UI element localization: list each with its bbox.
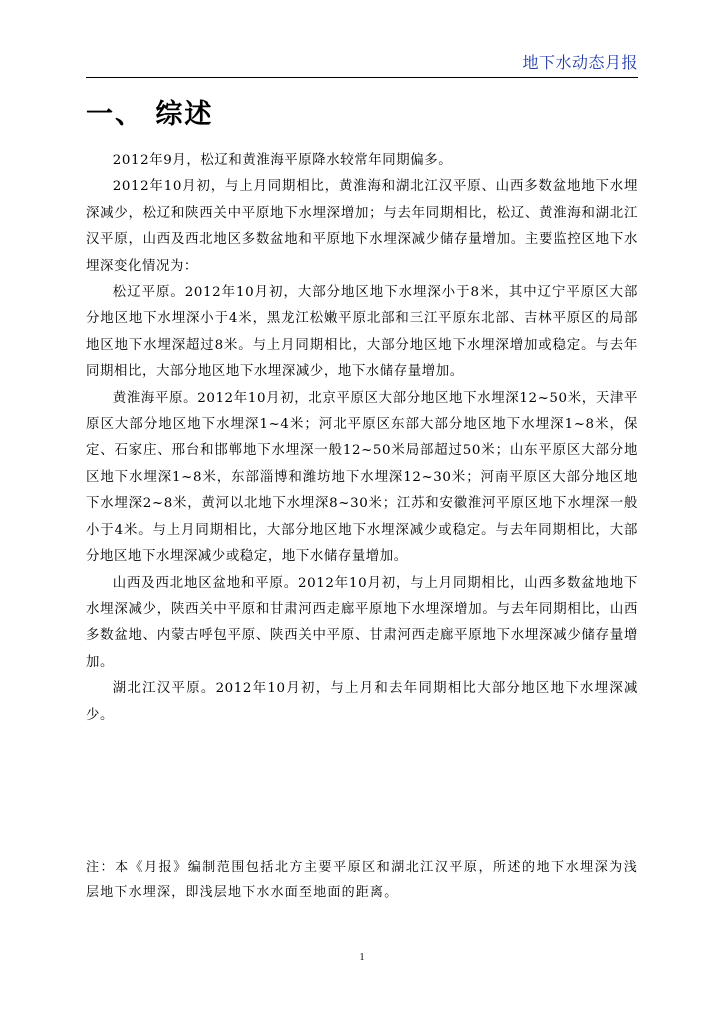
- body-text: [86, 148, 638, 729]
- footnote: 注：本《月报》编制范围包括北方主要平原区和湖北江汉平原，所述的地下水埋深为浅层地下水埋深，即浅层地下水水面至地面的距离。: [86, 860, 638, 900]
- paragraph-songliao: 松辽平原。2012年10月初，大部分地区地下水埋深小于8米，其中辽宁平原区大部分地区地下水埋深小于4米，黑龙江松嫩平原北部和三江平原东北部、吉林平原区的局部地区地下水埋深超过8米。与上月同期相比，大部分地区地下水埋深增加或稳定。与去年同期相比，大部分地区地下水埋深减少，地下水储存量增加。: [86, 285, 638, 380]
- paragraph-shanxi-northwest: 山西及西北地区盆地和平原。2012年10月初，与上月同期相比，山西多数盆地地下水埋深减少，陕西关中平原和甘肃河西走廊平原地下水埋深增加。与去年同期相比，山西多数盆地、内蒙古呼包平原、陕西关中平原、甘肃河西走廊平原地下水埋深减少储存量增加。: [86, 575, 638, 670]
- paragraph-huanghuaihai: 黄淮海平原。2012年10月初，北京平原区大部分地区地下水埋深12~50米，天津平原区大部分地区地下水埋深1~4米；河北平原区东部大部分地区地下水埋深1~8米，保定、石家庄、邢台和邯郸地下水埋深一般12~50米局部超过50米；山东平原区大部分地区地下水埋深1~8米，东部淄博和潍坊地下水埋深12~30米；河南平原区大部分地区地下水埋深2~8米，黄河以北地下水埋深8~30米；江苏和安徽淮河平原区地下水埋深一般小于4米。与上月同期相比，大部分地区地下水埋深减少或稳定。与去年同期相比，大部分地区地下水埋深减少或稳定，地下水储存量增加。: [86, 390, 638, 565]
- paragraph-rainfall: 2012年9月，松辽和黄淮海平原降水较常年同期偏多。: [112, 153, 453, 168]
- page-number: 1: [359, 952, 365, 963]
- running-header: 地下水动态月报: [522, 53, 638, 72]
- section-title: 一、 综述: [86, 99, 214, 130]
- paragraph-jianghan: 湖北江汉平原。2012年10月初，与上月和去年同期相比大部分地区地下水埋深减少。: [86, 681, 638, 723]
- header-rule: [86, 77, 638, 78]
- paragraph-overview: 2012年10月初，与上月同期相比，黄淮海和湖北江汉平原、山西多数盆地地下水埋深减少，松辽和陕西关中平原地下水埋深增加；与去年同期相比，松辽、黄淮海和湖北江汉平原，山西及西北地区多数盆地和平原地下水埋深减少储存量增加。主要监控区地下水埋深变化情况为：: [86, 179, 638, 274]
